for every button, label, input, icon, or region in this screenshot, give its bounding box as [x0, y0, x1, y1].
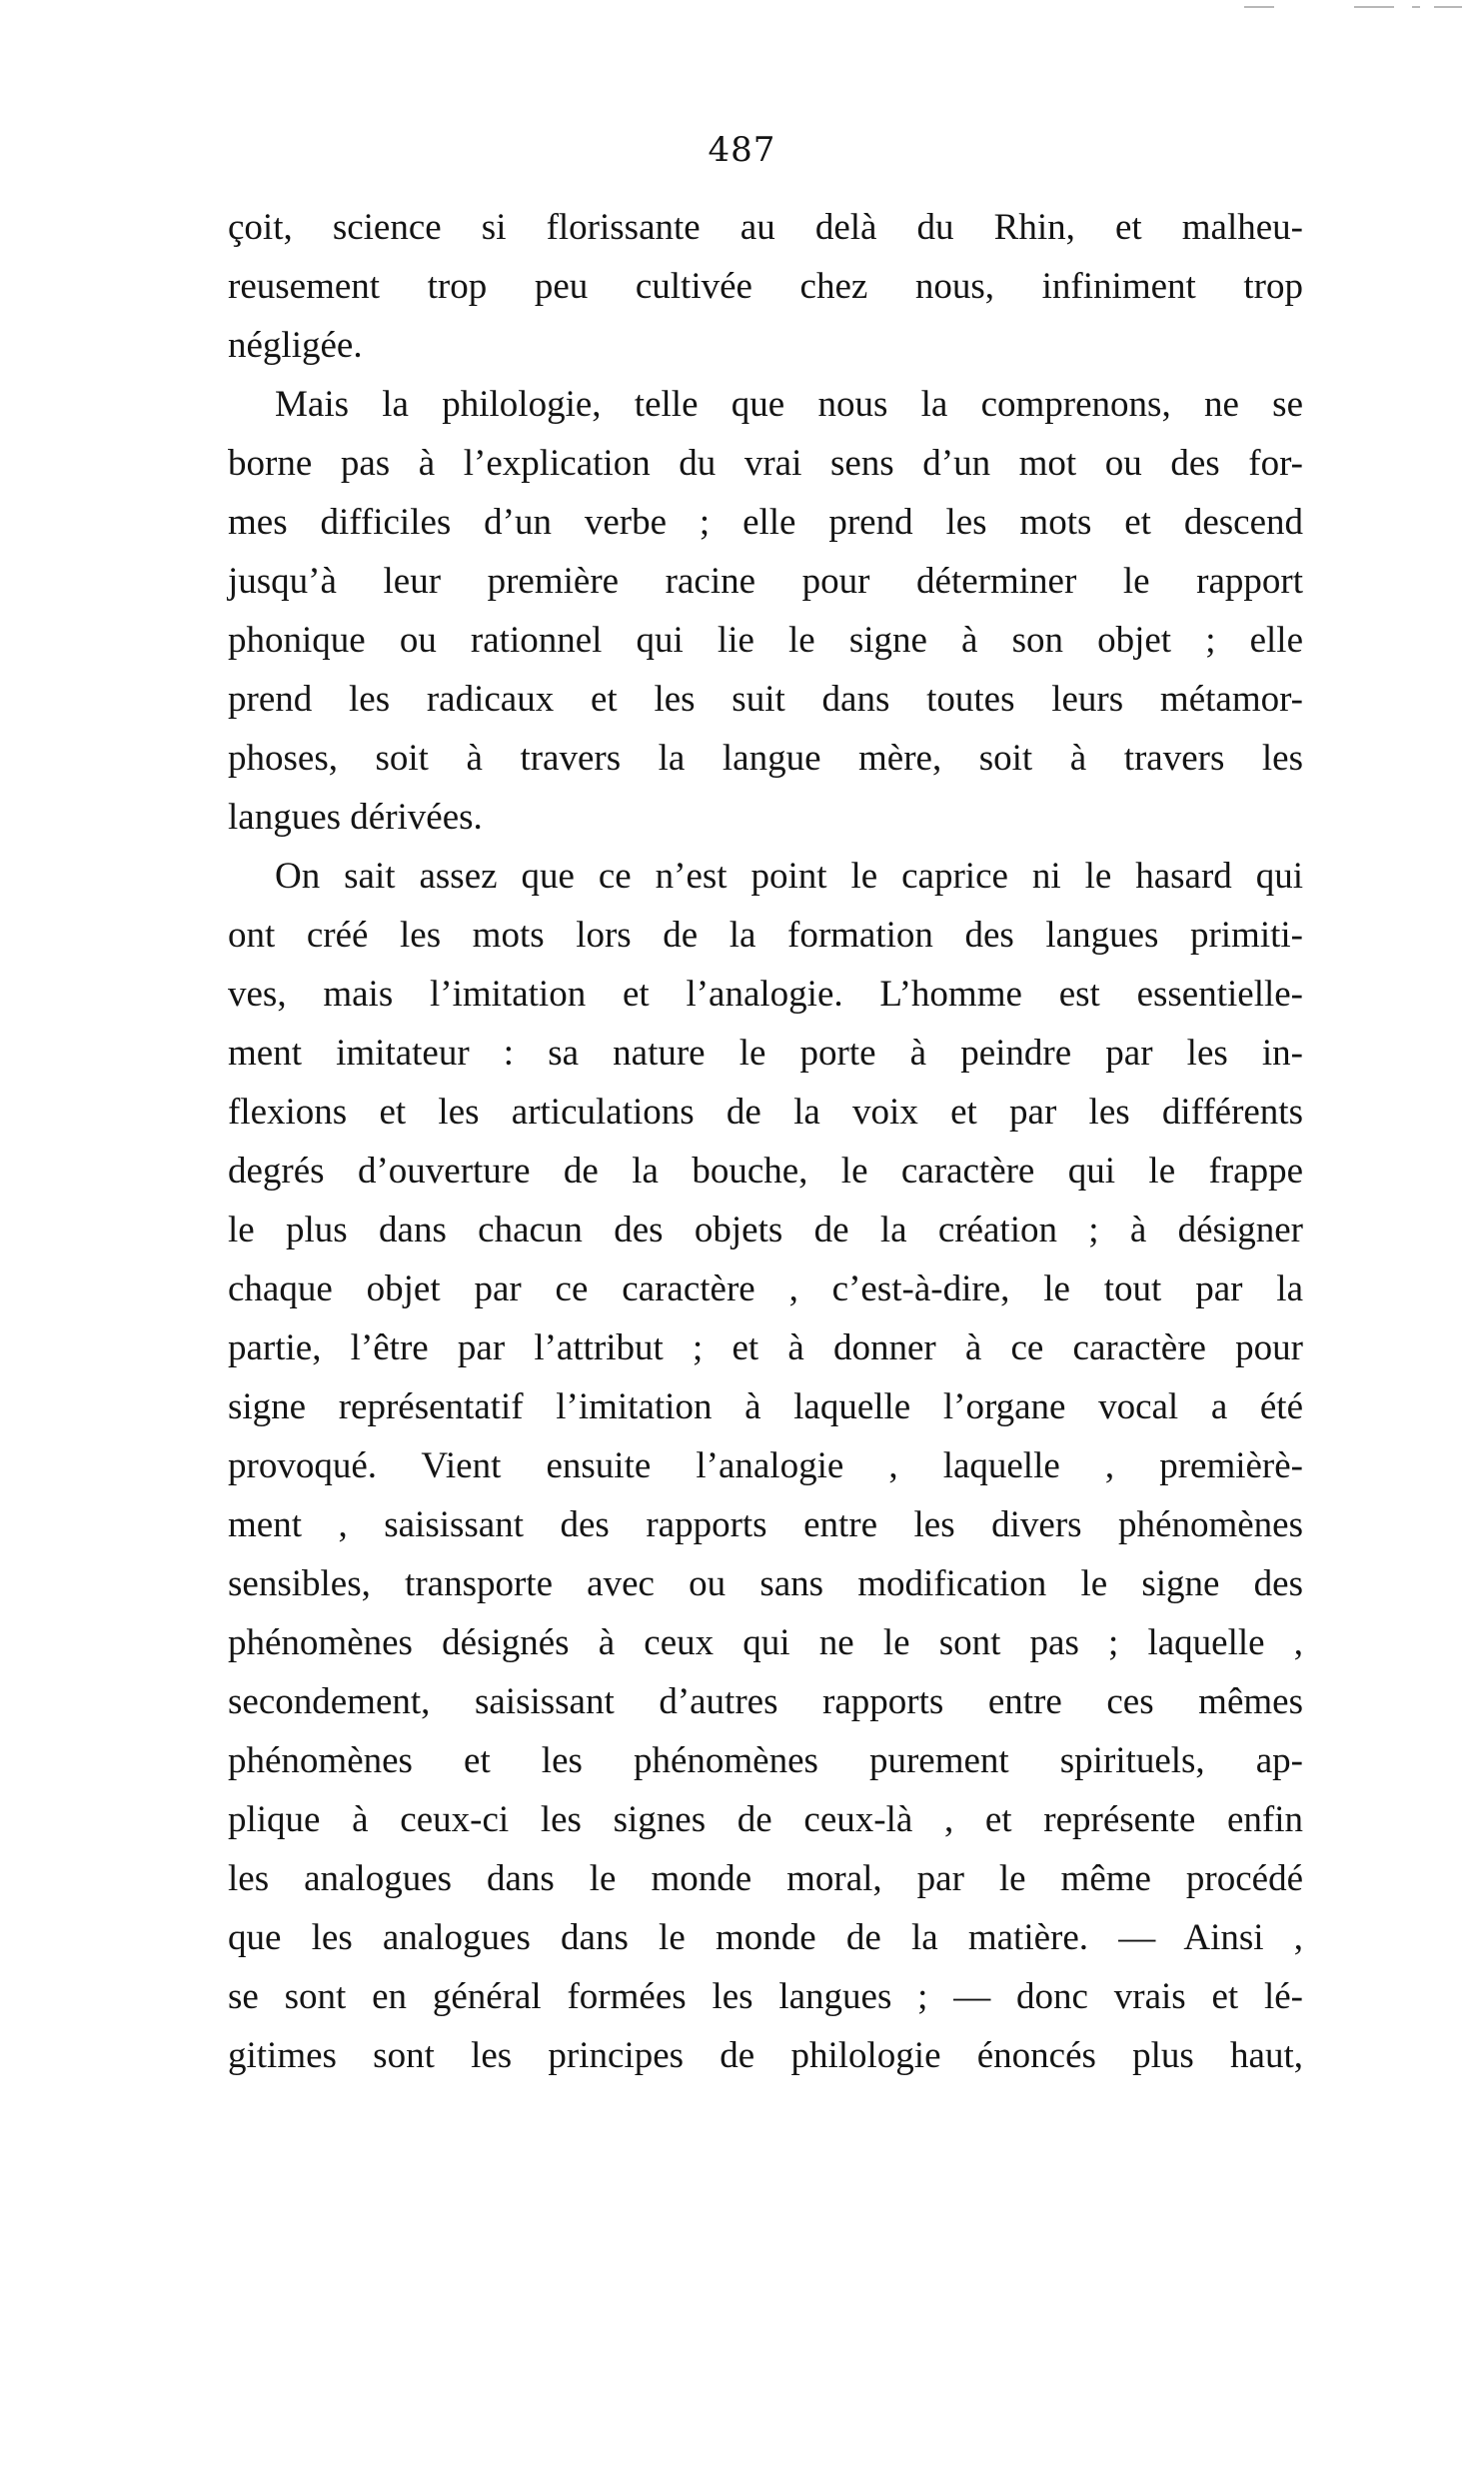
- text-line: phénomènes et les phénomènes purement spirituels, ap-: [228, 1740, 1303, 1781]
- text-line: plique à ceux-ci les signes de ceux-là , et représente enfin: [228, 1799, 1303, 1840]
- text-line: On sait assez que ce n’est point le caprice ni le hasard qui: [275, 856, 1303, 897]
- text-line: ves, mais l’imitation et l’analogie. L’homme est essentielle-: [228, 974, 1303, 1015]
- text-line: se sont en général formées les langues ; — donc vrais et lé-: [228, 1976, 1303, 2017]
- text-line: le plus dans chacun des objets de la création ; à désigner: [228, 1210, 1303, 1250]
- text-line: chaque objet par ce caractère , c’est-à-dire, le tout par la: [228, 1268, 1303, 1309]
- text-line: partie, l’être par l’attribut ; et à donner à ce caractère pour: [228, 1327, 1303, 1368]
- text-line: çoit, science si florissante au delà du Rhin, et malheu-: [228, 207, 1303, 248]
- text-line: phénomènes désignés à ceux qui ne le sont pas ; laquelle ,: [228, 1622, 1303, 1663]
- text-line: mes difficiles d’un verbe ; elle prend les mots et descend: [228, 502, 1303, 543]
- text-line: degrés d’ouverture de la bouche, le caractère qui le frappe: [228, 1151, 1303, 1192]
- text-line: phoses, soit à travers la langue mère, soit à travers les: [228, 738, 1303, 779]
- page-number: 487: [708, 130, 776, 170]
- text-line: ment , saisissant des rapports entre les divers phénomènes: [228, 1504, 1303, 1545]
- text-line: sensibles, transporte avec ou sans modification le signe des: [228, 1563, 1303, 1604]
- text-line: ont créé les mots lors de la formation des langues primiti-: [228, 915, 1303, 956]
- text-line: gitimes sont les principes de philologie énoncés plus haut,: [228, 2035, 1303, 2076]
- text-line: prend les radicaux et les suit dans toutes leurs métamor-: [228, 679, 1303, 720]
- text-line: reusement trop peu cultivée chez nous, infiniment trop: [228, 266, 1303, 307]
- text-line: jusqu’à leur première racine pour déterminer le rapport: [228, 561, 1303, 602]
- text-line: Mais la philologie, telle que nous la comprenons, ne se: [275, 384, 1303, 425]
- text-line: que les analogues dans le monde de la matière. — Ainsi ,: [228, 1917, 1303, 1958]
- text-line: les analogues dans le monde moral, par le même procédé: [228, 1858, 1303, 1899]
- text-line: langues dérivées.: [228, 797, 483, 838]
- text-line: phonique ou rationnel qui lie le signe à son objet ; elle: [228, 620, 1303, 661]
- text-line: secondement, saisissant d’autres rapports entre ces mêmes: [228, 1681, 1303, 1722]
- text-line: provoqué. Vient ensuite l’analogie , laquelle , premièrè-: [228, 1445, 1303, 1486]
- text-line: flexions et les articulations de la voix et par les différents: [228, 1092, 1303, 1133]
- scan-edge-marks: [1184, 0, 1484, 20]
- text-line: signe représentatif l’imitation à laquelle l’organe vocal a été: [228, 1386, 1303, 1427]
- text-line: négligée.: [228, 325, 363, 366]
- body-text: [228, 198, 1303, 2085]
- text-line: borne pas à l’explication du vrai sens d’un mot ou des for-: [228, 443, 1303, 484]
- text-line: ment imitateur : sa nature le porte à peindre par les in-: [228, 1033, 1303, 1074]
